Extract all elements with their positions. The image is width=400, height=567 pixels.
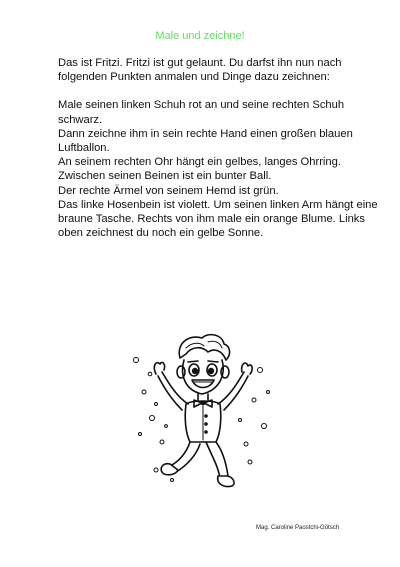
instruction-1: Male seinen linken Schuh rot an und seine rechten Schuh schwarz. xyxy=(58,99,345,126)
mouth xyxy=(192,380,214,388)
instruction-4: Zwischen seinen Beinen ist ein bunter Ball. xyxy=(58,170,272,183)
right-leg xyxy=(206,442,228,478)
intro-paragraph: Das ist Fritzi. Fritzi ist gut gelaunt. Du darfst ihn nun nach folgenden Punkten anmalen und Dinge dazu zeichnen: xyxy=(58,57,342,84)
left-shoe xyxy=(161,464,178,475)
instruction-6: Das linke Hosenbein ist violett. Um seinen linken Arm hängt eine braune Tasche. Rechts von ihm male ein orange Blume. Links oben zeichnest du noch ein gelbe Sonne. xyxy=(58,198,378,240)
head xyxy=(183,360,224,394)
right-shoe xyxy=(218,476,234,487)
instruction-3: An seinem rechten Ohr hängt ein gelbes, langes Ohrring. xyxy=(58,156,341,169)
author-credit: Mag. Caroline Paostchi-Götsch xyxy=(256,525,340,531)
paragraph-gap xyxy=(58,84,378,98)
boy-coloring-illustration xyxy=(122,330,282,490)
instruction-2: Dann zeichne ihm in sein rechte Hand einen großen blauen Luftballon. xyxy=(58,127,353,155)
instruction-5: Der rechte Ärmel von seinem Hemd ist grün. xyxy=(58,184,279,197)
worksheet-text xyxy=(58,56,378,240)
bubbles xyxy=(134,358,270,482)
page-title: Male und zeichne! xyxy=(155,30,245,42)
